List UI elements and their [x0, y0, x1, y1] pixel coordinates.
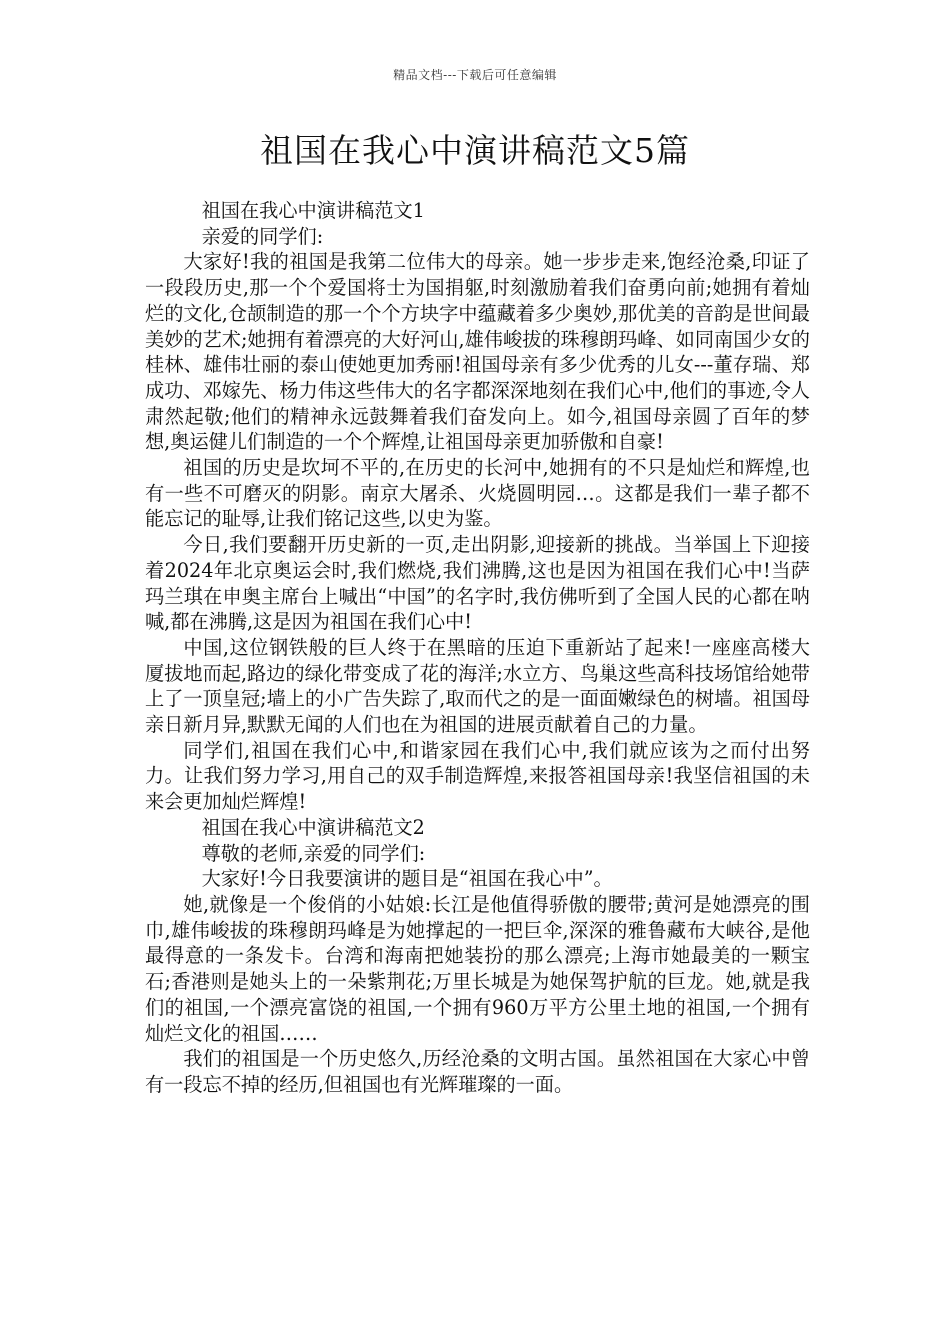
document-body: [145, 198, 810, 1098]
salutation: 亲爱的同学们:: [201, 224, 324, 248]
paragraph: 同学们,祖国在我们心中,和谐家园在我们心中,我们就应该为之而付出努力。让我们努力学习,用自己的双手制造辉煌,来报答祖国母亲!我坚信祖国的未来会更加灿烂辉煌!: [145, 738, 810, 814]
paragraph: 中国,这位钢铁般的巨人终于在黑暗的压迫下重新站了起来!一座座高楼大厦拔地而起,路边的绿化带变成了花的海洋;水立方、鸟巢这些高科技场馆给她带上了一顶皇冠;墙上的小广告失踪了,取而代之的是一面面嫩绿色的树墙。祖国母亲日新月异,默默无闻的人们也在为祖国的进展贡献着自己的力量。: [145, 635, 810, 737]
section-heading: 祖国在我心中演讲稿范文2: [201, 815, 425, 839]
document-title: 祖国在我心中演讲稿范文5篇: [260, 131, 690, 170]
page-header-note: 精品文档---下载后可任意编辑: [393, 68, 557, 82]
paragraph-greeting: 大家好!今日我要演讲的题目是“祖国在我心中”。: [201, 867, 613, 891]
paragraph: 她,就像是一个俊俏的小姑娘:长江是他值得骄傲的腰带;黄河是她漂亮的围巾,雄伟峻拔的珠穆朗玛峰是为她撑起的一把巨伞,深深的雅鲁藏布大峡谷,是他最得意的一条发卡。台湾和海南把她装扮的那么漂亮;上海市她最美的一颗宝石;香港则是她头上的一朵紫荆花;万里长城是为她保驾护航的巨龙。她,就是我们的祖国,一个漂亮富饶的祖国,一个拥有960万平方公里土地的祖国,一个拥有灿烂文化的祖国……: [145, 892, 810, 1045]
paragraph: 大家好!我的祖国是我第二位伟大的母亲。她一步步走来,饱经沧桑,印证了一段段历史,那一个个爱国将士为国捐躯,时刻激励着我们奋勇向前;她拥有着灿烂的文化,仓颉制造的那一个个方块字中蕴藏着多少奥妙,那优美的音韵是世间最美妙的艺术;她拥有着漂亮的大好河山,雄伟峻拔的珠穆朗玛峰、如同南国少女的桂林、雄伟壮丽的泰山使她更加秀丽!祖国母亲有多少优秀的儿女---董存瑞、郑成功、邓嫁先、杨力伟这些伟大的名字都深深地刻在我们心中,他们的事迹,令人肃然起敬;他们的精神永远鼓舞着我们奋发向上。如今,祖国母亲圆了百年的梦想,奥运健儿们制造的一个个辉煌,让祖国母亲更加骄傲和自豪!: [145, 250, 810, 454]
salutation: 尊敬的老师,亲爱的同学们:: [201, 841, 426, 865]
paragraph: 今日,我们要翻开历史新的一页,走出阴影,迎接新的挑战。当举国上下迎接着2024年北京奥运会时,我们燃烧,我们沸腾,这也是因为祖国在我们心中!当萨玛兰琪在申奥主席台上喊出“中国”的名字时,我仿佛听到了全国人民的心都在呐喊,都在沸腾,这是因为祖国在我们心中!: [145, 533, 810, 634]
section-heading: 祖国在我心中演讲稿范文1: [201, 199, 425, 222]
paragraph: 祖国的历史是坎坷不平的,在历史的长河中,她拥有的不只是灿烂和辉煌,也有一些不可磨灭的阴影。南京大屠杀、火烧圆明园…。这都是我们一辈子都不能忘记的耻辱,让我们铭记这些,以史为鉴。: [145, 456, 810, 531]
paragraph: 我们的祖国是一个历史悠久,历经沧桑的文明古国。虽然祖国在大家心中曾有一段忘不掉的经历,但祖国也有光辉璀璨的一面。: [145, 1047, 810, 1096]
